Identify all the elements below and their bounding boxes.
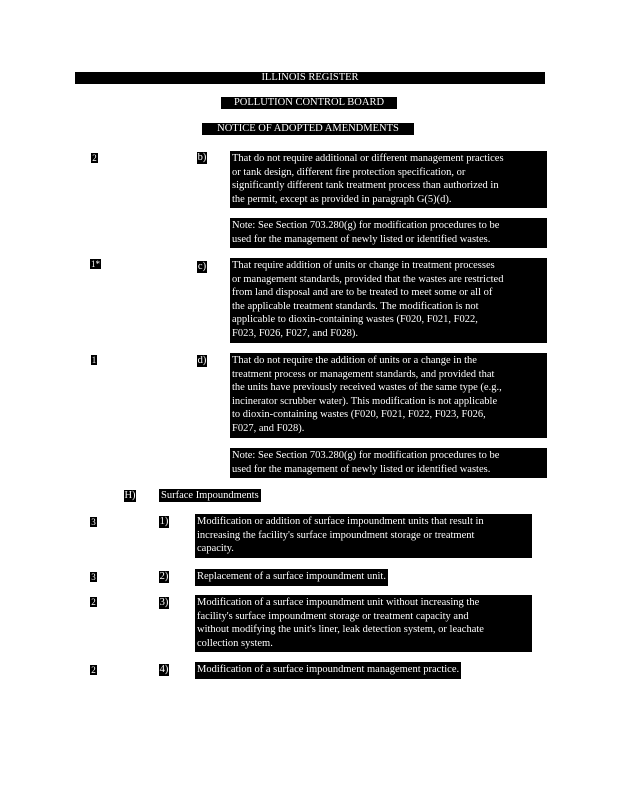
- text-line: the permit, except as provided in paragraph G(5)(d).: [232, 193, 452, 205]
- text-line: or tank design, different fire protection specification, or: [232, 166, 466, 178]
- text-line: the units have previously received wastes of the same type (e.g.,: [232, 382, 502, 394]
- text-line: Note: See Section 703.280(g) for modification procedures to be: [232, 220, 500, 231]
- board-header: POLLUTION CONTROL BOARD: [221, 97, 397, 109]
- text-line: facility's surface impoundment storage or treatment capacity and: [197, 610, 469, 622]
- text-line: That do not require the addition of units or a change in the: [232, 355, 477, 366]
- item-label: 4): [159, 664, 169, 675]
- item-label: 2): [159, 571, 169, 582]
- item-label: b): [197, 152, 207, 163]
- text-line: F023, F026, F027, and F028).: [232, 327, 359, 339]
- text-line: treatment process or management standards, and provided that: [232, 368, 495, 380]
- item-label: c): [197, 261, 207, 272]
- text-line: used for the management of newly listed or identified wastes.: [232, 233, 491, 245]
- notice-header: NOTICE OF ADOPTED AMENDMENTS: [202, 123, 414, 135]
- section-label: H): [124, 490, 136, 501]
- item-text-block: [195, 514, 532, 558]
- text-line: incinerator scrubber water). This modification is not applicable: [232, 395, 498, 407]
- item-label: 1): [159, 516, 169, 527]
- text-line: Note: See Section 703.280(g) for modification procedures to be: [232, 450, 500, 461]
- item-text-block: [195, 595, 532, 652]
- text-line: significantly different tank treatment process than authorized in: [232, 180, 499, 192]
- item-text-block: [195, 569, 388, 586]
- text-line: Replacement of a surface impoundment unit.: [197, 571, 386, 582]
- text-line: Modification of a surface impoundment management practice.: [197, 664, 460, 675]
- text-line: Modification of a surface impoundment unit without increasing the: [197, 597, 480, 608]
- class-mark: 3: [91, 517, 96, 527]
- text-line: used for the management of newly listed or identified wastes.: [232, 463, 491, 475]
- text-line: That require addition of units or change in treatment processes: [232, 260, 495, 271]
- text-line: Modification or addition of surface impoundment units that result in: [197, 516, 484, 527]
- item-text-block: [195, 662, 461, 679]
- section-title: Surface Impoundments: [161, 490, 259, 501]
- text-line: the applicable treatment standards. The modification is not: [232, 300, 479, 312]
- note-block: [230, 218, 547, 248]
- item-text-block: [230, 258, 547, 343]
- class-mark: 1: [91, 355, 97, 365]
- note-block: [230, 448, 547, 478]
- item-label: 3): [159, 597, 169, 608]
- text-line: capacity.: [197, 543, 234, 555]
- text-line: from land disposal and are to be treated to meet some or all of: [232, 287, 493, 299]
- class-mark: 2: [91, 665, 96, 675]
- class-mark: 1*: [91, 259, 100, 269]
- text-line: to dioxin-containing wastes (F020, F021, F022, F023, F026,: [232, 409, 486, 421]
- text-line: applicable to dioxin-containing wastes (F020, F021, F022,: [232, 314, 478, 326]
- text-line: increasing the facility's surface impoundment storage or treatment: [197, 529, 475, 541]
- text-line: without modifying the unit's liner, leak detection system, or leachate: [197, 624, 484, 636]
- class-mark: 3: [91, 572, 96, 582]
- class-mark: 2: [91, 597, 96, 607]
- text-line: That do not require additional or different management practices: [232, 153, 504, 164]
- text-line: F027, and F028).: [232, 422, 305, 434]
- item-text-block: [230, 353, 547, 438]
- item-label: d): [197, 355, 207, 366]
- item-text-block: [230, 151, 547, 208]
- text-line: or management standards, provided that the wastes are restricted: [232, 273, 504, 285]
- class-mark: 2: [92, 153, 97, 163]
- register-header: ILLINOIS REGISTER: [75, 72, 545, 84]
- text-line: collection system.: [197, 637, 273, 649]
